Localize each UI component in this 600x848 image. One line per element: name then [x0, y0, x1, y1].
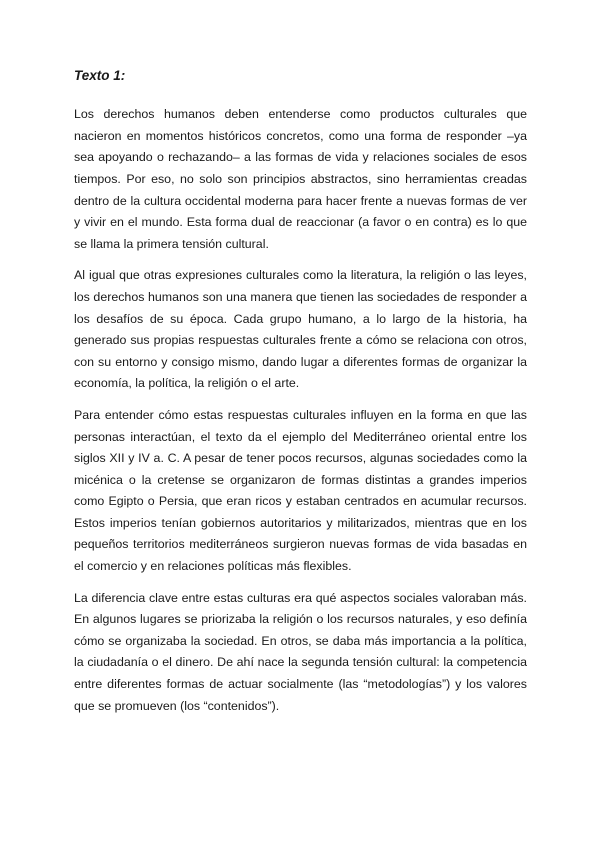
paragraph-4: La diferencia clave entre estas culturas era qué aspectos sociales valoraban más. En algunos lugares se priorizaba la religión o los recursos naturales, y eso definía cómo se organizaba la sociedad. En otros, se daba más importancia a la política, la ciudadanía o el dinero. De ahí nace la segunda tensión cultural: la competencia entre diferentes formas de actuar socialmente (las “metodologías”) y los valores que se promueven (los “contenidos”). — [74, 590, 527, 713]
paragraph-3: Para entender cómo estas respuestas culturales influyen en la forma en que las personas interactúan, el texto da el ejemplo del Mediterráneo oriental entre los siglos XII y IV a. C. A pesar de tener pocos recursos, algunas sociedades como la micénica o la cretense se organizaron de formas distintas a grandes imperios como Egipto o Persia, que eran ricos y estaban centrados en acumular recursos. Estos imperios tenían gobiernos autoritarios y militarizados, mientras que en los pequeños territorios mediterráneos surgieron nuevas formas de vida basadas en el comercio y en relaciones políticas más flexibles. — [74, 407, 527, 574]
document-title: Texto 1: — [74, 68, 126, 83]
document-page — [74, 68, 527, 727]
paragraph-1: Los derechos humanos deben entenderse como productos culturales que nacieron en momentos históricos concretos, como una forma de responder –ya sea apoyando o rechazando– a las formas de vida y relaciones sociales de esos tiempos. Por eso, no solo son principios abstractos, sino herramientas creadas dentro de la cultura occidental moderna para hacer frente a nuevas formas de ver y vivir en el mundo. Esta forma dual de reaccionar (a favor o en contra) es lo que se llama la primera tensión cultural. — [74, 107, 527, 251]
paragraph-2: Al igual que otras expresiones culturales como la literatura, la religión o las leyes, los derechos humanos son una manera que tienen las sociedades de responder a los desafíos de su época. Cada grupo humano, a lo largo de la historia, ha generado sus propias respuestas culturales frente a cómo se relaciona con otros, con su entorno y consigo mismo, dando lugar a diferentes formas de organizar la economía, la política, la religión o el arte. — [74, 268, 527, 391]
